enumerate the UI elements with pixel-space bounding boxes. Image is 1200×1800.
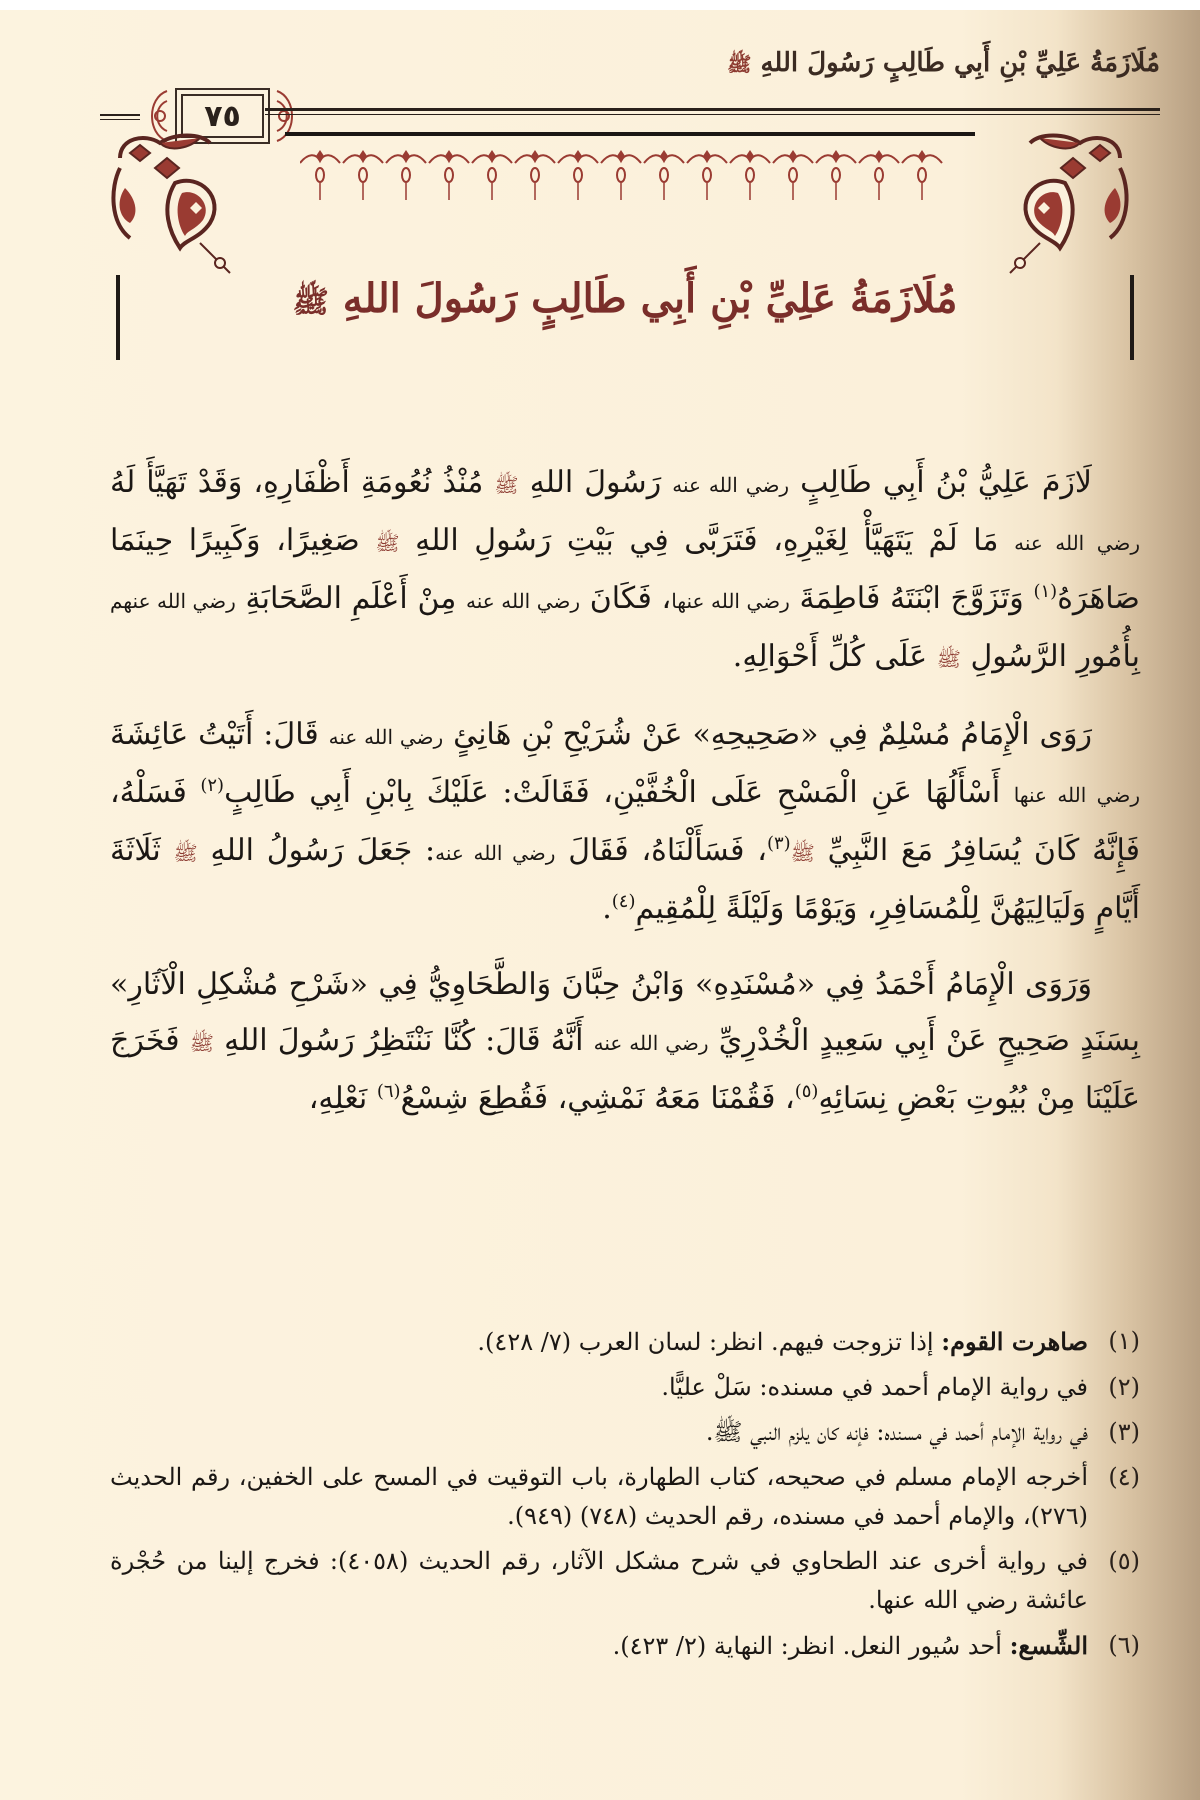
page-top-edge <box>0 0 1200 10</box>
salutation-icon: ﷺ <box>727 52 752 76</box>
footnote-ref[interactable]: (٢) <box>200 775 225 796</box>
radi-anhu-icon: رضي الله عنه <box>672 473 790 497</box>
paragraph-2: رَوَى الْإِمَامُ مُسْلِمٌ فِي «صَحِيحِهِ» عَنْ شُرَيْحِ بْنِ هَانِئٍ رضي الله عنه قَالَ: أَتَيْتُ عَائِشَةَ رضي الله عنها أَسْأَلُهَا عَنِ الْمَسْحِ عَلَى الْخُفَّيْنِ، فَقَالَتْ: عَلَيْكَ بِابْنِ أَبِي طَالِبٍ$^{(٢)}$ فَسَلْهُ، فَإِنَّهُ كَانَ يُسَافِرُ مَعَ النَّبِيِّ ﷺ$^{(٣)}$، فَسَأَلْنَاهُ، فَقَالَ رضي الله عنه: جَعَلَ رَسُولُ اللهِ ﷺ ثَلَاثَةَ أَيَّامٍ وَلَيَالِيَهُنَّ لِلْمُسَافِرِ، وَيَوْمًا وَلَيْلَةً لِلْمُقِيمِ$^{(٤)}$. <box>110 717 1140 926</box>
footnote-6: (٦) الشِّسع: أحد سُيور النعل. انظر: النهاية (٢/ ٤٢٣). <box>110 1626 1140 1666</box>
footnote-number: (٦) <box>1108 1631 1140 1659</box>
chapter-bar-right <box>1130 275 1134 360</box>
ornament-rule <box>285 132 975 136</box>
salutation-icon: ﷺ <box>189 1031 214 1055</box>
salutation-icon: ﷺ <box>936 647 961 671</box>
footnote-ref[interactable]: (٦) <box>376 1081 401 1102</box>
salutation-icon: ﷺ <box>375 531 400 555</box>
running-header-title: مُلَازَمَةُ عَلِيِّ بْنِ أَبِي طَالِبٍ رَسُولَ اللهِ ﷺ <box>727 48 1160 78</box>
chapter-bar-left <box>116 275 120 360</box>
salutation-icon: ﷺ <box>494 473 519 497</box>
page-number: ٧٥ <box>204 98 241 134</box>
footnote-4: (٤) أخرجه الإمام مسلم في صحيحه، كتاب الطهارة، باب التوقيت في المسح على الخفين، رقم الحديث (٢٧٦)، والإمام أحمد في مسنده، رقم الحديث (٧٤٨) (٩٤٩). <box>110 1458 1140 1536</box>
radi-anhu-icon: رضي الله عنه <box>328 725 444 749</box>
salutation-icon: ﷺ <box>292 285 329 320</box>
garland-ornament-icon <box>300 145 950 205</box>
paragraph-1: لَازَمَ عَلِيُّ بْنُ أَبِي طَالِبٍ رضي الله عنه رَسُولَ اللهِ ﷺ مُنْذُ نُعُومَةِ أَظْفَارِهِ، وَقَدْ تَهَيَّأَ لَهُ رضي الله عنه مَا لَمْ يَتَهَيَّأْ لِغَيْرِهِ، فَتَرَبَّى فِي بَيْتِ رَسُولِ اللهِ ﷺ صَغِيرًا، وَكَبِيرًا حِينَمَا صَاهَرَهُ$^{(١)}$ وَتَزَوَّجَ ابْنَتَهُ فَاطِمَةَ رضي الله عنها، فَكَانَ رضي الله عنه مِنْ أَعْلَمِ الصَّحَابَةِ رضي الله عنهم بِأُمُورِ الرَّسُولِ ﷺ عَلَى كُلِّ أَحْوَالِهِ. <box>110 465 1140 674</box>
footnote-ref[interactable]: (١) <box>1033 581 1058 602</box>
corner-ornament-left-icon <box>100 128 250 288</box>
footnote-ref[interactable]: (٤) <box>611 891 636 912</box>
footnote-term: الشِّسع: <box>1009 1631 1088 1660</box>
footnote-number: (١) <box>1108 1327 1140 1355</box>
salutation-icon: ﷺ <box>173 841 198 865</box>
footnote-number: (٣) <box>1108 1418 1140 1446</box>
footnote-term: صاهرت القوم: <box>941 1327 1088 1356</box>
footnotes <box>110 1322 1140 1672</box>
radi-anha-icon: رضي الله عنها <box>1013 783 1140 807</box>
radi-anha-icon: رضي الله عنها <box>671 589 790 613</box>
footnote-number: (٥) <box>1108 1547 1140 1575</box>
radi-anhu-icon: رضي الله عنه <box>466 589 581 613</box>
header-rule <box>265 108 1160 115</box>
footnote-number: (٤) <box>1108 1463 1140 1491</box>
body-text <box>110 455 1140 1147</box>
paragraph-3: وَرَوَى الْإِمَامُ أَحْمَدُ فِي «مُسْنَدِهِ» وَابْنُ حِبَّانَ وَالطَّحَاوِيُّ فِي «شَرْحِ مُشْكِلِ الْآثَارِ» بِسَنَدٍ صَحِيحٍ عَنْ أَبِي سَعِيدٍ الْخُدْرِيِّ رضي الله عنه أَنَّهُ قَالَ: كُنَّا نَنْتَظِرُ رَسُولَ اللهِ ﷺ فَخَرَجَ عَلَيْنَا مِنْ بُيُوتِ بَعْضِ نِسَائِهِ$^{(٥)}$، فَقُمْنَا مَعَهُ نَمْشِي، فَقُطِعَ شِسْعُ$^{(٦)}$ نَعْلِهِ، <box>110 967 1141 1116</box>
page-number-ornament-right-icon <box>272 86 302 146</box>
corner-ornament-right-icon <box>990 128 1140 288</box>
footnote-1: (١) صاهرت القوم: إذا تزوجت فيهم. انظر: لسان العرب (٧/ ٤٢٨). <box>110 1322 1140 1362</box>
salutation-icon: ﷺ <box>790 841 815 865</box>
header-rule-left <box>100 114 140 120</box>
radi-anhu-icon: رضي الله عنه <box>1014 531 1140 555</box>
running-header <box>100 40 1160 134</box>
footnote-ref[interactable]: (٣) <box>766 833 791 854</box>
chapter-title: مُلَازَمَةُ عَلِيِّ بْنِ أَبِي طَالِبٍ رَسُولَ اللهِ ﷺ <box>292 275 958 322</box>
radi-anhu-icon: رضي الله عنه <box>593 1031 709 1055</box>
footnote-number: (٢) <box>1108 1373 1140 1401</box>
radi-anhu-icon: رضي الله عنه <box>435 841 556 865</box>
radi-anhum-icon: رضي الله عنهم <box>110 589 236 613</box>
footnote-ref[interactable]: (٥) <box>794 1081 819 1102</box>
footnote-3: (٣) في رواية الإمام أحمد في مسنده: فإنه كان يلزم النبي ﷺ. <box>110 1413 1140 1452</box>
footnote-5: (٥) في رواية أخرى عند الطحاوي في شرح مشكل الآثار، رقم الحديث (٤٠٥٨): فخرج إلينا من حُجْرة عائشة رضي الله عنها. <box>110 1542 1140 1620</box>
footnote-2: (٢) في رواية الإمام أحمد في مسنده: سَلْ عليًّا. <box>110 1368 1140 1407</box>
